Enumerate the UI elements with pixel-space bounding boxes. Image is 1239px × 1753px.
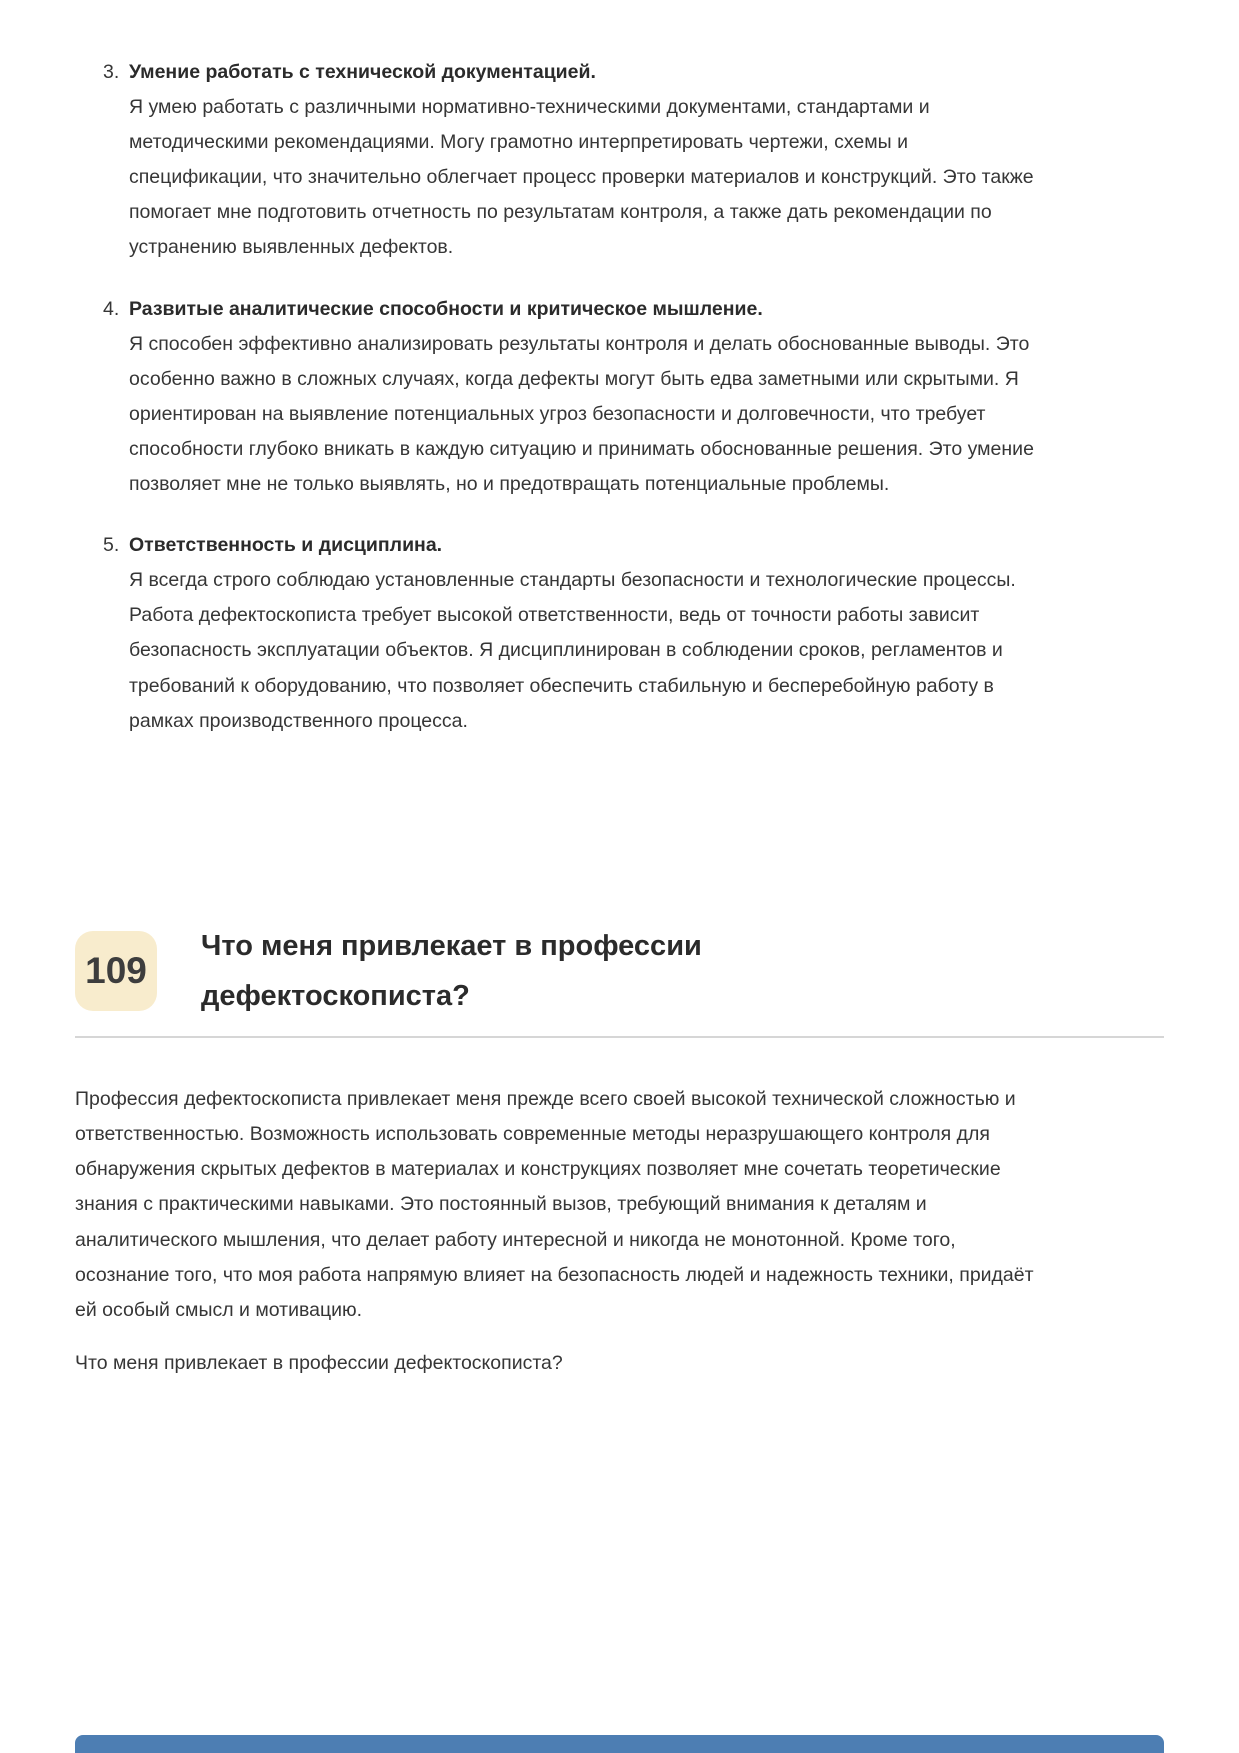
list-item xyxy=(75,292,1164,503)
list-item-content xyxy=(129,292,1039,503)
list-item-number: 4. xyxy=(103,297,120,320)
list-item-title: Ответственность и дисциплина. xyxy=(129,534,443,557)
callout-top-bar xyxy=(75,1735,1164,1753)
list-item-content xyxy=(129,55,1039,266)
list-item-body: Я всегда строго соблюдаю установленные стандарты безопасности и технологические процессы. Работа дефектоскописта требует высокой ответственности, ведь от точности работы зависит безопасность эксплуатации объектов. Я дисциплинирован в соблюдении сроков, регламентов и требований к оборудованию, что позволяет обеспечить стабильную и бесперебойную работу в рамках производственного процесса. xyxy=(129,569,1016,732)
list-item-body: Я способен эффективно анализировать результаты контроля и делать обоснованные выводы. Это особенно важно в сложных случаях, когда дефекты могут быть едва заметными или скрытыми. Я ориентирован на выявление потенциальных угроз безопасности и долговечности, что требует способности глубоко вникать в каждую ситуацию и принимать обоснованные решения. Это умение позволяет мне не только выявлять, но и предотвращать потенциальные проблемы. xyxy=(129,332,1034,496)
paragraph: Что меня привлекает в профессии дефектоскописта? xyxy=(75,1351,563,1374)
skills-list xyxy=(75,55,1164,739)
list-item-number: 3. xyxy=(103,61,120,83)
list-item-title: Умение работать с технической документацией. xyxy=(129,61,596,83)
list-item-body: Я умею работать с различными нормативно-техническими документами, стандартами и методическими рекомендациями. Могу грамотно интерпретировать чертежи, схемы и спецификации, что значительно облегчает процесс проверки материалов и конструкций. Это также помогает мне подготовить отчетность по результатам контроля, а также дать рекомендации по устранению выявленных дефектов. xyxy=(129,96,1034,259)
section-title: Что меня привлекает в профессии дефектоскописта? xyxy=(201,929,702,1013)
list-item-title: Развитые аналитические способности и критическое мышление. xyxy=(129,297,763,320)
list-item xyxy=(75,528,1164,739)
list-item xyxy=(75,55,1164,266)
list-item-content xyxy=(129,528,1039,739)
list-item-number: 5. xyxy=(103,534,120,557)
paragraph: Профессия дефектоскописта привлекает меня прежде всего своей высокой технической сложностью и ответственностью. Возможность использовать современные методы неразрушающего контроля для обнаружения скрытых дефектов в материалах и конструкциях позволяет мне сочетать теоретические знания с практическими навыками. Это постоянный вызов, требующий внимания к деталям и аналитического мышления, что делает работу интересной и никогда не монотонной. Кроме того, осознание того, что моя работа напрямую влияет на безопасность людей и надежность техники, придаёт ей особый смысл и мотивацию. xyxy=(75,1088,1034,1321)
section-header xyxy=(75,921,1164,1023)
question-number-badge: 109 xyxy=(75,931,157,1011)
section-divider xyxy=(75,1036,1164,1038)
